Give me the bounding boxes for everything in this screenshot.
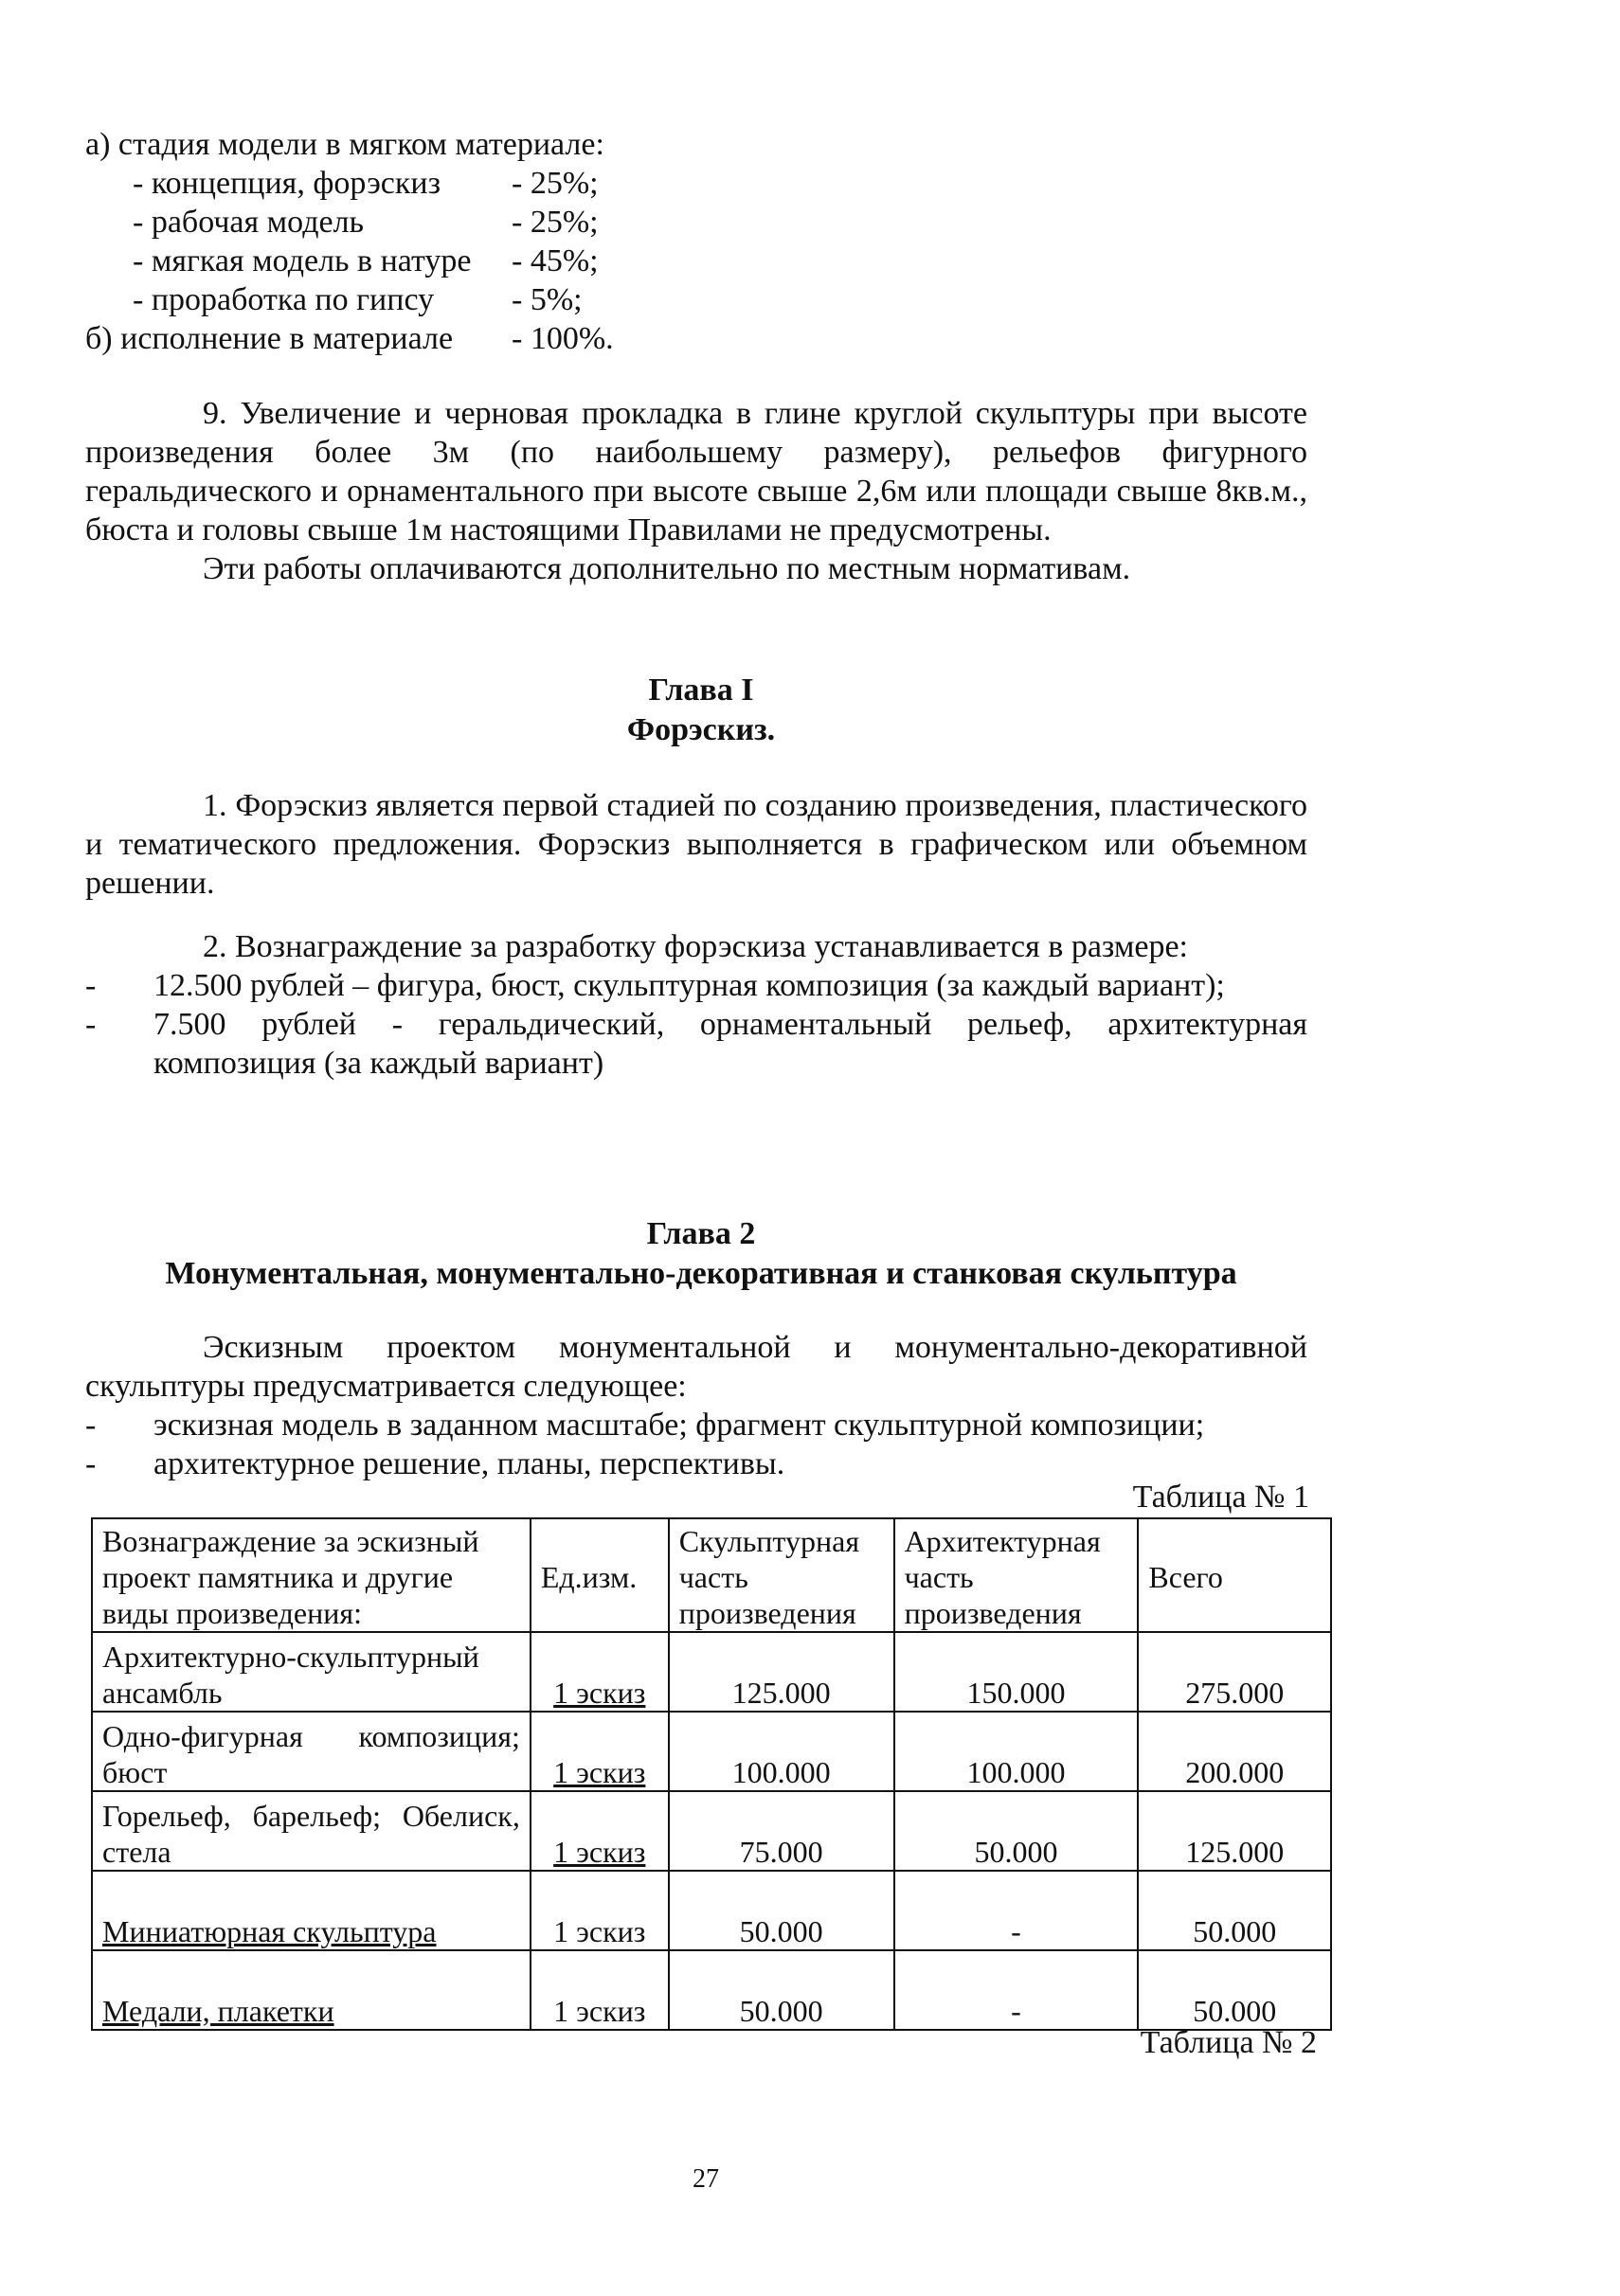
table-cell-total: 125.000 bbox=[1138, 1791, 1331, 1871]
table-2-caption: Таблица № 2 bbox=[1140, 2025, 1317, 2060]
item-9-paragraph bbox=[85, 394, 1307, 588]
table-cell-unit: 1 эскиз bbox=[531, 1950, 669, 2030]
chapter-2-body bbox=[85, 1328, 1307, 1483]
stage-item-label: - мягкая модель в натуре bbox=[133, 243, 472, 278]
table-cell-arch: - bbox=[894, 1871, 1139, 1950]
table-row bbox=[92, 1791, 1331, 1871]
chapter-2-intro: Эскизным проектом монументальной и монументально-декоративной скульптуры предусматривается следующее: bbox=[85, 1330, 1307, 1404]
table-cell-name: Архитектурно-скульптурный ансамбль bbox=[92, 1632, 531, 1712]
column-header: Всего bbox=[1138, 1518, 1331, 1632]
chapter-2-subtitle: Монументальная, монументально-декоративная и станковая скульптура bbox=[165, 1256, 1237, 1291]
table-cell-unit: 1 эскиз bbox=[531, 1712, 669, 1791]
table-cell-sculpt: 125.000 bbox=[669, 1632, 894, 1712]
item-9-text: 9. Увеличение и черновая прокладка в глине круглой скульптуры при высоте произведения более 3м (по наибольшему размеру), рельефов фигурного геральдического и орнаментального при высоте свыше 2,6м или площади свыше 8кв.м., бюста и головы свыше 1м настоящими Правилами не предусмотрены. bbox=[85, 396, 1307, 547]
stage-item-label: - концепция, форэскиз bbox=[133, 166, 441, 201]
page-number: 27 bbox=[693, 2164, 719, 2194]
column-header: Скульптурная часть произведения bbox=[669, 1518, 894, 1632]
table-cell-unit: 1 эскиз bbox=[531, 1791, 669, 1871]
table-cell-total: 50.000 bbox=[1138, 1950, 1331, 2030]
list-item: - 12.500 рублей – фигура, бюст, скульптурная композиция (за каждый вариант); bbox=[85, 968, 1225, 1003]
list-item: - архитектурное решение, планы, перспективы. bbox=[85, 1446, 785, 1481]
table-cell-total: 50.000 bbox=[1138, 1871, 1331, 1950]
table-cell-sculpt: 75.000 bbox=[669, 1791, 894, 1871]
table-cell-arch: 100.000 bbox=[894, 1712, 1139, 1791]
chapter-1-p1: 1. Форэскиз является первой стадией по созданию произведения, пластического и тематического предложения. Форэскиз выполняется в графическом или объемном решении. bbox=[85, 788, 1307, 901]
table-header-row bbox=[92, 1518, 1331, 1632]
table-cell-name: Одно-фигурная композиция; бюст bbox=[92, 1712, 531, 1791]
table-row bbox=[92, 1871, 1331, 1950]
table-cell-arch: - bbox=[894, 1950, 1139, 2030]
stage-item-label: - проработка по гипсу bbox=[133, 282, 435, 317]
chapter-1-p2: 2. Вознаграждение за разработку форэскиза устанавливается в размере: bbox=[203, 929, 1189, 964]
chapter-2-title: Глава 2 bbox=[646, 1216, 756, 1251]
table-cell-name: Медали, плакетки bbox=[92, 1950, 531, 2030]
chapter-1-subtitle: Форэскиз. bbox=[626, 712, 776, 747]
column-header: Ед.изм. bbox=[531, 1518, 669, 1632]
table-cell-unit: 1 эскиз bbox=[531, 1871, 669, 1950]
stage-item-value: - 25%; bbox=[512, 205, 599, 240]
table-cell-name: Горельеф, барельеф; Обелиск, стела bbox=[92, 1791, 531, 1871]
table-cell-sculpt: 50.000 bbox=[669, 1950, 894, 2030]
table-cell-total: 200.000 bbox=[1138, 1712, 1331, 1791]
table-cell-unit: 1 эскиз bbox=[531, 1632, 669, 1712]
column-header: Вознаграждение за эскизный проект памятника и другие виды произведения: bbox=[92, 1518, 531, 1632]
table-cell-name: Миниатюрная скульптура bbox=[92, 1871, 531, 1950]
table-cell-arch: 150.000 bbox=[894, 1632, 1139, 1712]
table-1 bbox=[91, 1517, 1332, 2031]
chapter-1-body bbox=[85, 786, 1307, 1083]
table-cell-sculpt: 100.000 bbox=[669, 1712, 894, 1791]
table-row bbox=[92, 1712, 1331, 1791]
column-header: Архитектурная часть произведения bbox=[894, 1518, 1139, 1632]
stage-a-header: а) стадия модели в мягком материале: bbox=[85, 127, 604, 162]
table-row bbox=[92, 1632, 1331, 1712]
stage-item-value: - 25%; bbox=[512, 166, 599, 201]
chapter-1-title: Глава I bbox=[648, 673, 754, 708]
table-row bbox=[92, 1950, 1331, 2030]
table-cell-total: 275.000 bbox=[1138, 1632, 1331, 1712]
stage-b-value: - 100%. bbox=[512, 321, 614, 356]
item-9-note: Эти работы оплачиваются дополнительно по местным нормативам. bbox=[203, 551, 1131, 586]
stages-list bbox=[85, 125, 1317, 358]
list-item: - 7.500 рублей - геральдический, орнаментальный рельеф, архитектурная композиция (за каждый вариант) bbox=[85, 1007, 1307, 1081]
table-cell-arch: 50.000 bbox=[894, 1791, 1139, 1871]
table-cell-sculpt: 50.000 bbox=[669, 1871, 894, 1950]
stage-b-label: б) исполнение в материале bbox=[85, 321, 454, 356]
stage-item-value: - 45%; bbox=[512, 243, 599, 278]
stage-item-label: - рабочая модель bbox=[133, 205, 365, 240]
stage-item-value: - 5%; bbox=[512, 282, 583, 317]
table-1-caption: Таблица № 1 bbox=[1132, 1480, 1309, 1515]
list-item: - эскизная модель в заданном масштабе; фрагмент скульптурной композиции; bbox=[85, 1408, 1205, 1443]
